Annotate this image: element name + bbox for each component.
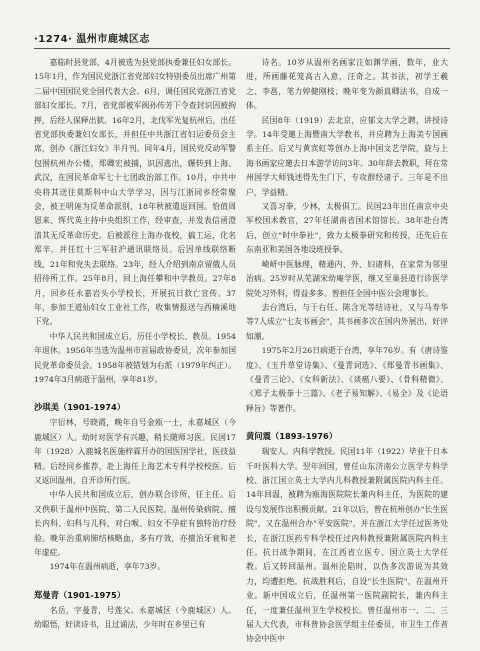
paragraph: 去台湾后，与于右任、陈含光等结诗社，又与马寿华等7人成立"七友书画会"，其书画多次在国内外展出，好评如潮。 (246, 302, 448, 341)
paragraph: 崎岍中医脉理，精通内、外、妇诸科，在家常为邻里治病。25岁时从芜湖宋幼庵学医，继又至巢县道行诊医学院处习外科，得益多多。曾担任全国中医公会理事长。 (246, 259, 448, 298)
paragraph: 名岳，字曼青，号莲父。永嘉城区（今鹿城区）人。幼聪悟，好读诗书，且过诵法，少年时在乡里已有 (34, 605, 236, 630)
paragraph: 1975年2月26日病逝于台湾，享年76岁。有《唐诗鉴度》、《玉升草堂诗集》、《曼青词选》、《郑曼青书画集》、《曼青三论》、《女科新法》、《谈癌八要》、《骨科精微》、《郑子太极拳十三篇》、《老子易知解》、《易全》及《论语释旨》等著作。 (246, 346, 448, 413)
paragraph: 诗名。10岁从温州名画家汪如渊学画，数年，业大进，所画藤花笼高古入意，汪奇之。其书法，初学王羲之、李邕，笔力婷健刚枝；晚年变为颜真卿法书，自成一体。 (246, 58, 448, 111)
right-column (246, 56, 448, 647)
page-header: ·1274· 温州市鹿城区志 (34, 34, 150, 45)
paragraph: 嘉临时县党部，4月被选为县党部执委兼任妇女部长。15年1月，作为国民党浙江省党部妇女特别委员出席广州第二届中国国民党全国代表大会。6月，调任国民党浙江省党部妇女部长。7月，省党部被军阀孙传芳下令查封识因被拘押，后经人保释出狱。16年2月，北伐军光复杭州后，出任省党部执委兼妇女部长，并担任中共浙江省妇运委员会主席，创办《浙江妇女》半月刊。同年4月，国民党反动军警包围杭州办公楼，郑卿宏被捕，识因逃出，辗转到上海、武汉，在国民革命军七十七团政治部工作。10月，中共中央将其送往莫斯科中山大学学习，因与江浙同乡经常聚会，被王明诬为反革命派别，18年秋被遣返回国。恰值周恩来、恽代英主持中央组织工作，经审查，并发表信函澄清其无反革命历史。后被派往上海办夜校，搞工运，化名郑辛。并任红十三军驻沪通讯联络员。后因单线联络断线，21年和党失去联络。23年，经人介绍到南京留俄人员招待所工作。25年8月，回上海任攀和中学教员。27年8月，回乡任永嘉岩头小学校长，开展抗日救亡宣传。37年，参加王道仙妇女工业社工作，收集情报送与西楠溪地下党。 (34, 58, 237, 327)
paragraph: 瑞安人。内科学教授。民国11年（1922）毕业于日本千叶医科大学。翌年回国，曾任山东济南公立医学专科学校、浙江国立英士大学内儿科教授兼附属医院内科主任。14年回温，被聘为瓯海医院院长兼内科主任，为医院的建设与发展作出积极贡献。21年以后，曾在杭州创办"长生医院"，又在温州合办"平安医院"，并在浙江大学任过医务处长，在浙江医药专科学校任过内科教授兼附属医院内科主任。抗日战争期间，在江西省立医专、国立英士大学任教。后又转回温州。温州沦陷时，以伪多次游说为其效力，均遭拒绝。抗战胜利后，自设"长生医院"，在温州开业。新中国成立后，任温州第一医院副院长，兼内科主任，一度兼任温州卫生学校校长。曾任温州市一、二、三届人大代表，市科普协会医学组主任委员，市卫生工作者协会中医中 (246, 447, 448, 644)
paragraph: 民国8年（1919）去北京，应郁文大学之聘，讲授诗学。14年受邀上海暨南大学教书，并应聘为上海美专国画系主任。后又与黄宾虹等创办上海中国文艺学院，旋与上海书画家应邀去日本游学访问3年。30年辞去教职，拜在常州国学大师钱述得先生门下，专攻群经诸子。三年是不出户，学益精。 (246, 115, 449, 197)
left-column (34, 56, 236, 633)
paragraph: 1974年在温州病逝，享年73岁。 (49, 562, 166, 572)
paragraph: 又喜习拳，少林，太极俱工。民国23年出任南京中央军校国术教官，27年任湖南省国术馆馆长。38年赴台湾后，创立"时中拳社"，致力太极拳研究和传授，还先后在东南亚和美国各地设班授拳。 (246, 202, 448, 255)
header-rule (34, 48, 450, 49)
bio-heading: 郑曼青（1901-1975） (34, 589, 126, 600)
paragraph: 中华人民共和国成立后，历任小学校长、教员。1954年退休。1956年当选为温州市首届政协委员，次年参加国民党革命委员会。1958年被错划为右派（1979年纠正）。1974年3月病逝于温州，享年81岁。 (34, 331, 236, 384)
paragraph: 字衍林，号晓霞，晚年自号金瓯一士，永嘉城区（今鹿城区）人。幼时对医学有兴趣，稍长随师习医。民国17年（1928）入鹿城名医施梓霖开办的国医国学社，医技益精。后经同乡推荐，赴上海任上海艺术专科学校校医。后又返回温州，自开诊所行医。 (34, 418, 236, 485)
paragraph: 中华人民共和国成立后，创办联合诊所，任主任。后又供职于温州中医院、第二人民医院。温州传染病院、擅长内科、妇科与儿科，对白喉、妇女不孕症有独特治疗经验。晚年治重病肺结核略血，多有疗效，亦擅治牙衰和老年虚症。 (34, 490, 236, 557)
bio-heading: 沙琪美（1901-1974） (34, 402, 126, 413)
bio-heading: 黄问震（1893-1976） (246, 431, 338, 442)
